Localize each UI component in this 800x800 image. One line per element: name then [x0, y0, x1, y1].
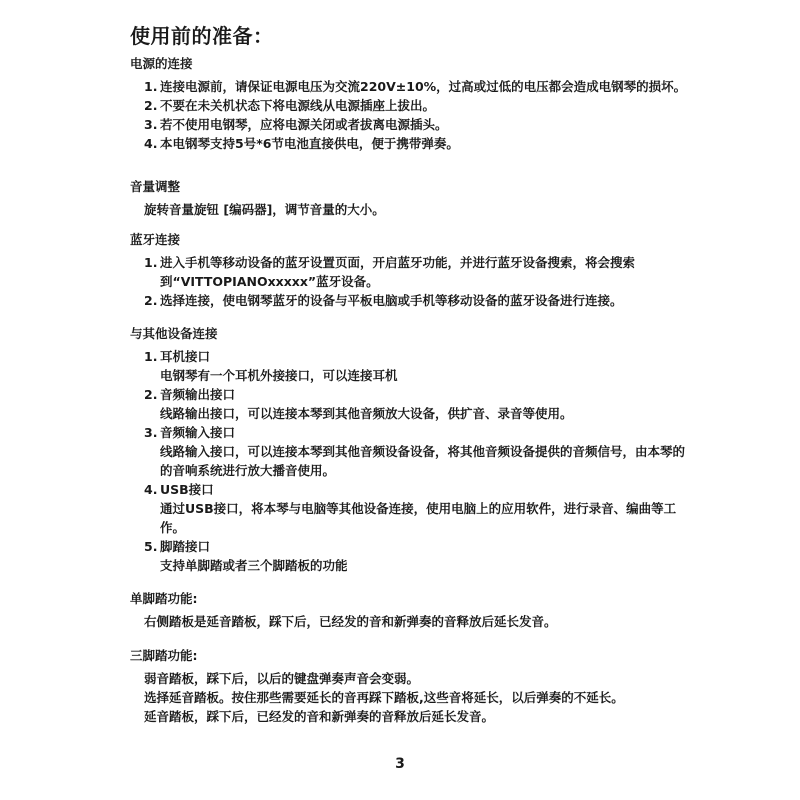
list-item-number: 4.: [144, 136, 158, 151]
port-title-audio-out: 音频输出接口: [160, 387, 236, 402]
list-item: [130, 537, 690, 575]
list-item: [130, 77, 690, 96]
section-heading-single-pedal: 单脚踏功能:: [130, 591, 198, 606]
list-item-number: 2.: [144, 293, 158, 308]
port-title-pedal: 脚踏接口: [160, 539, 211, 554]
list-item-number: 2.: [144, 387, 158, 402]
pedal-description-line: 右侧踏板是延音踏板，踩下后，已经发的音和新弹奏的音释放后延长发音。: [144, 614, 557, 629]
port-title-audio-in: 音频输入接口: [160, 425, 236, 440]
port-description: 线路输入接口，可以连接本琴到其他音频设备设备，将其他音频设备提供的音频信号，由本琴的的音响系统进行放大播音使用。: [160, 444, 686, 478]
port-description: 通过USB接口，将本琴与电脑等其他设备连接，使用电脑上的应用软件，进行录音、编曲等工作。: [160, 501, 677, 535]
section-heading-power: 电源的连接: [130, 56, 193, 71]
list-item: [130, 134, 690, 153]
list-item-number: 4.: [144, 482, 158, 497]
section-heading-other-devices: 与其他设备连接: [130, 326, 218, 341]
list-item: [130, 480, 690, 537]
port-title-usb: USB接口: [160, 482, 214, 497]
list-item-text: 若不使用电钢琴，应将电源关闭或者拔离电源插头。: [160, 117, 448, 132]
section-other-devices: [130, 325, 690, 575]
list-item: [130, 115, 690, 134]
port-description: 支持单脚踏或者三个脚踏板的功能: [160, 558, 348, 573]
list-item-number: 3.: [144, 117, 158, 132]
list-item-text: 不要在未关机状态下将电源线从电源插座上拔出。: [160, 98, 436, 113]
section-single-pedal: [130, 590, 690, 631]
section-power: [130, 55, 690, 153]
list-item: [130, 291, 690, 310]
section-volume: [130, 178, 690, 219]
section-triple-pedal: [130, 647, 690, 726]
port-description: 电钢琴有一个耳机外接接口，可以连接耳机: [160, 368, 398, 383]
list-item-number: 5.: [144, 539, 158, 554]
list-item-number: 2.: [144, 98, 158, 113]
section-heading-triple-pedal: 三脚踏功能:: [130, 648, 198, 663]
volume-text-after: ，调节音量的大小。: [272, 202, 385, 217]
list-item-number: 1.: [144, 255, 158, 270]
page-title: 使用前的准备：: [130, 24, 274, 48]
port-title-headphone: 耳机接口: [160, 349, 211, 364]
pedal-description-line: 选择延音踏板。按住那些需要延长的音再踩下踏板,这些音将延长，以后弹奏的不延长。: [144, 690, 624, 705]
list-item-number: 1.: [144, 349, 158, 364]
list-item-text: 连接电源前，请保证电源电压为交流220V±10%，过高或过低的电压都会造成电钢琴的损坏。: [160, 79, 687, 94]
section-bluetooth: [130, 231, 690, 310]
pedal-description-line: 延音踏板，踩下后，已经发的音和新弹奏的音释放后延长发音。: [144, 709, 495, 724]
list-item: [130, 347, 690, 385]
section-heading-bluetooth: 蓝牙连接: [130, 232, 181, 247]
list-item: [130, 385, 690, 423]
list-item: [130, 253, 690, 291]
list-item-text: 选择连接，使电钢琴蓝牙的设备与平板电脑或手机等移动设备的蓝牙设备进行连接。: [160, 293, 623, 308]
section-heading-volume: 音量调整: [130, 179, 181, 194]
list-item-number: 3.: [144, 425, 158, 440]
list-item-number: 1.: [144, 79, 158, 94]
list-item: [130, 96, 690, 115]
list-item: [130, 423, 690, 480]
port-description: 线路输出接口，可以连接本琴到其他音频放大设备，供扩音、录音等使用。: [160, 406, 573, 421]
volume-instruction: [130, 200, 690, 219]
list-item-text: 本电钢琴支持5号*6节电池直接供电，便于携带弹奏。: [160, 136, 459, 151]
volume-text-before: 旋转音量旋钮: [144, 202, 224, 217]
list-item-text: 进入手机等移动设备的蓝牙设置页面，开启蓝牙功能，并进行蓝牙设备搜索，将会搜索到“VITTOPIANOxxxxx”蓝牙设备。: [160, 255, 636, 289]
pedal-description-line: 弱音踏板，踩下后，以后的键盘弹奏声音会变弱。: [144, 671, 420, 686]
encoder-label: [编码器]: [223, 202, 273, 217]
page-number: 3: [395, 756, 405, 772]
